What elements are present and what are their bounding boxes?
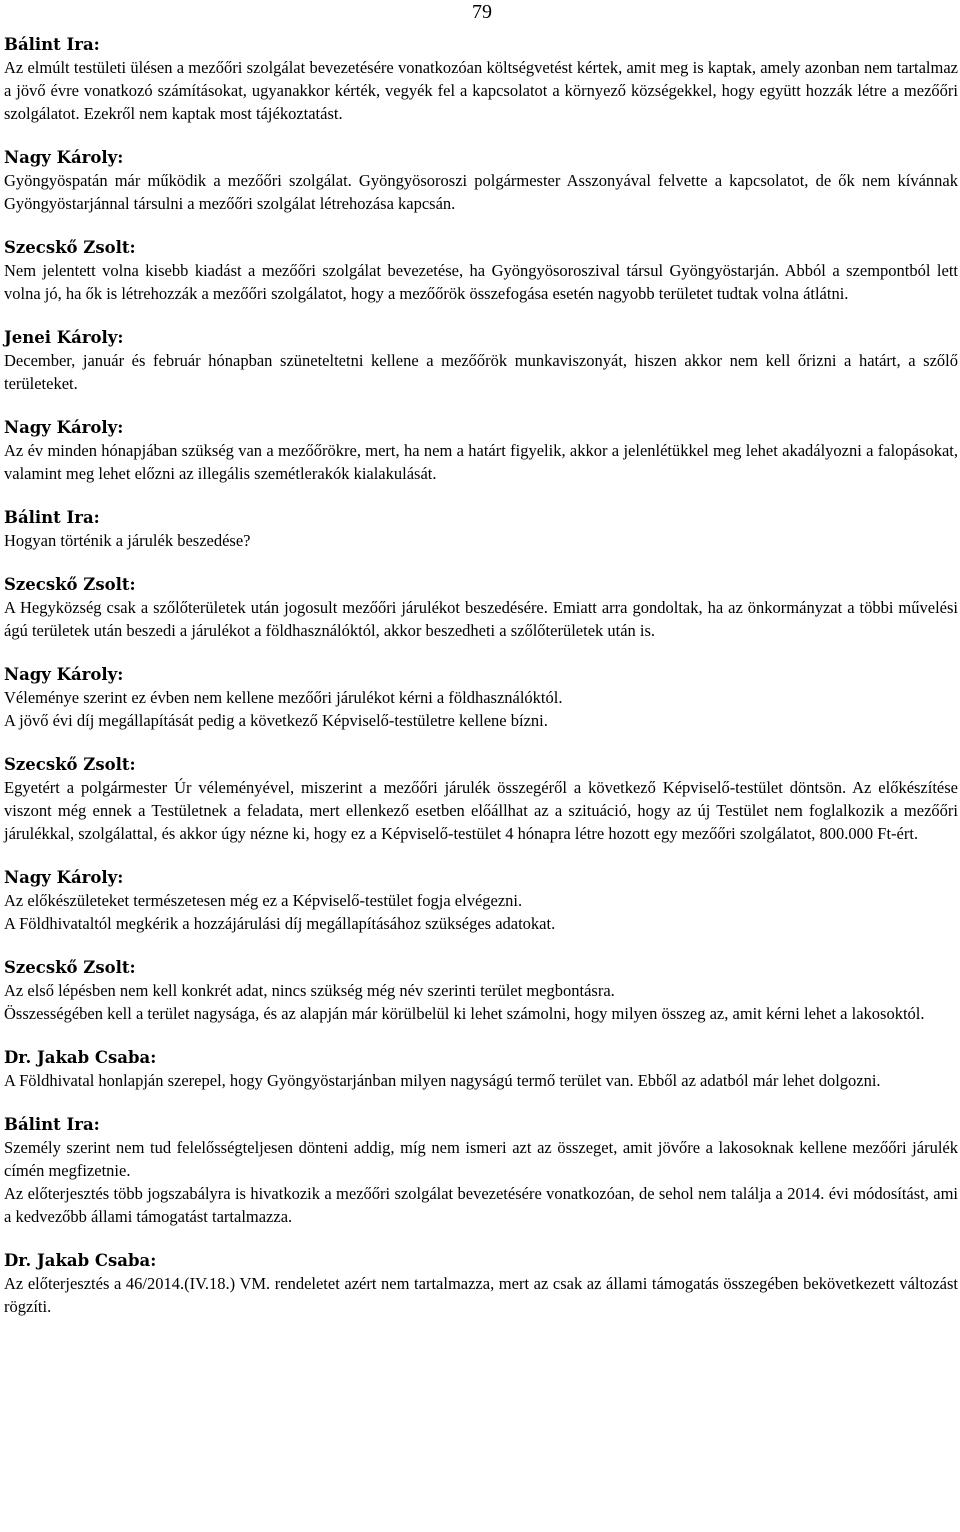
speech-paragraph: Az év minden hónapjában szükség van a mezőőrökre, mert, ha nem a határt figyelik, akkor a jelenlétükkel meg lehet akadályozni a falopásokat, valamint meg lehet előzni az illegális szemétlerakók kialakulását. — [4, 441, 958, 483]
speech-paragraph: Személy szerint nem tud felelősségteljesen dönteni addig, míg nem ismeri azt az összeget, amit jövőre a lakosoknak kellene mezőőri járulék címén megfizetnie. — [4, 1138, 958, 1180]
speech-paragraph: Gyöngyöspatán már működik a mezőőri szolgálat. Gyöngyösoroszi polgármester Asszonyával felvette a kapcsolatot, de ők nem kívánnak Gyöngyöstarjánnal társulni a mezőőri szolgálat létrehozása kapcsán. — [4, 171, 958, 213]
speech-paragraph: Összességében kell a terület nagysága, és az alapján már körülbelül ki lehet számolni, hogy milyen összeg az, amit kérni lehet a lakosoktól. — [4, 1004, 925, 1023]
speech-paragraph: Egyetért a polgármester Úr véleményével, miszerint a mezőőri járulék összegéről a következő Képviselő-testület döntsön. Az előkészítése viszont még ennek a Testületnek a feladata, mert ellenkező esetben előállhat az a szituáció, hogy az új Testület nem foglalkozik a mezőőri járulékkal, szolgálattal, és akkor úgy nézne ki, hogy ez a Képviselő-testület 4 hónapra létre hozott egy mezőőri szolgálatot, 800.000 Ft-ért. — [4, 778, 958, 843]
speech-block — [4, 326, 958, 395]
speech-block — [4, 663, 958, 732]
speech-paragraph: Az előterjesztés a 46/2014.(IV.18.) VM. rendeletet azért nem tartalmazza, mert az csak az állami támogatás összegében bekövetkezett változást rögzíti. — [4, 1274, 958, 1316]
speaker-name: Szecskő Zsolt: — [4, 755, 136, 774]
speaker-name: Nagy Károly: — [4, 148, 124, 167]
speech-paragraph: A jövő évi díj megállapítását pedig a következő Képviselő-testületre kellene bízni. — [4, 711, 548, 730]
speech-paragraph: A Földhivataltól megkérik a hozzájárulási díj megállapításához szükséges adatokat. — [4, 914, 556, 933]
speech-paragraph: Véleménye szerint ez évben nem kellene mezőőri járulékot kérni a földhasználóktól. — [4, 688, 563, 707]
speaker-name: Dr. Jakab Csaba: — [4, 1251, 157, 1270]
speaker-name: Nagy Károly: — [4, 418, 124, 437]
speaker-name: Nagy Károly: — [4, 665, 124, 684]
speech-block — [4, 236, 958, 305]
speaker-name: Jenei Károly: — [4, 328, 124, 347]
speaker-name: Bálint Ira: — [4, 1115, 100, 1134]
speaker-name: Bálint Ira: — [4, 35, 100, 54]
speaker-name: Szecskő Zsolt: — [4, 958, 136, 977]
speaker-name: Szecskő Zsolt: — [4, 575, 136, 594]
speech-block — [4, 1113, 958, 1228]
speech-paragraph: December, január és február hónapban szüneteltetni kellene a mezőőrök munkaviszonyát, hiszen akkor nem kell őrizni a határt, a szőlő területeket. — [4, 351, 958, 393]
speech-block — [4, 1249, 958, 1318]
speech-block — [4, 753, 958, 845]
speaker-name: Dr. Jakab Csaba: — [4, 1048, 157, 1067]
speech-block — [4, 1046, 958, 1092]
speech-paragraph: A Földhivatal honlapján szerepel, hogy Gyöngyöstarjánban milyen nagyságú termő terület van. Ebből az adatból már lehet dolgozni. — [4, 1071, 881, 1090]
minutes-content — [4, 33, 958, 1339]
speaker-name: Bálint Ira: — [4, 508, 100, 527]
speech-paragraph: Az első lépésben nem kell konkrét adat, nincs szükség még név szerinti terület megbontásra. — [4, 981, 615, 1000]
speech-paragraph: A Hegyközség csak a szőlőterületek után jogosult mezőőri járulékot beszedésére. Emiatt arra gondoltak, ha az önkormányzat a többi művelési ágú területek után beszedi a járulékot a földhasználóktól, akkor beszedheti a szőlőterületek után is. — [4, 598, 958, 640]
speech-paragraph: Az előterjesztés több jogszabályra is hivatkozik a mezőőri szolgálat bevezetésére vonatkozóan, de sehol nem találja a 2014. évi módosítást, ami a kedvezőbb állami támogatást tartalmazza. — [4, 1184, 958, 1226]
speech-paragraph: Nem jelentett volna kisebb kiadást a mezőőri szolgálat bevezetése, ha Gyöngyösoroszival társul Gyöngyöstarján. Abból a szempontból lett volna jó, ha ők is létrehozzák a mezőőri szolgálatot, hogy a mezőőrök összefogása esetén nagyobb területet tudtak volna átlátni. — [4, 261, 958, 303]
speech-block — [4, 956, 958, 1025]
speech-block — [4, 866, 958, 935]
speech-paragraph: Az elmúlt testületi ülésen a mezőőri szolgálat bevezetésére vonatkozóan költségvetést kértek, amit meg is kaptak, amely azonban nem tartalmaz a jövő évre vonatkozó számításokat, ugyanakkor kérték, vegyék fel a kapcsolatot a környező községekkel, hogy együtt hozzák létre a mezőőri szolgálatot. Ezekről nem kaptak most tájékoztatást. — [4, 58, 958, 123]
page-number: 79 — [472, 1, 492, 23]
speech-block — [4, 146, 958, 215]
speech-block — [4, 573, 958, 642]
speech-paragraph: Hogyan történik a járulék beszedése? — [4, 531, 251, 550]
speaker-name: Nagy Károly: — [4, 868, 124, 887]
speech-block — [4, 506, 958, 552]
speech-paragraph: Az előkészületeket természetesen még ez a Képviselő-testület fogja elvégezni. — [4, 891, 523, 910]
speech-block — [4, 33, 958, 125]
speaker-name: Szecskő Zsolt: — [4, 238, 136, 257]
speech-block — [4, 416, 958, 485]
